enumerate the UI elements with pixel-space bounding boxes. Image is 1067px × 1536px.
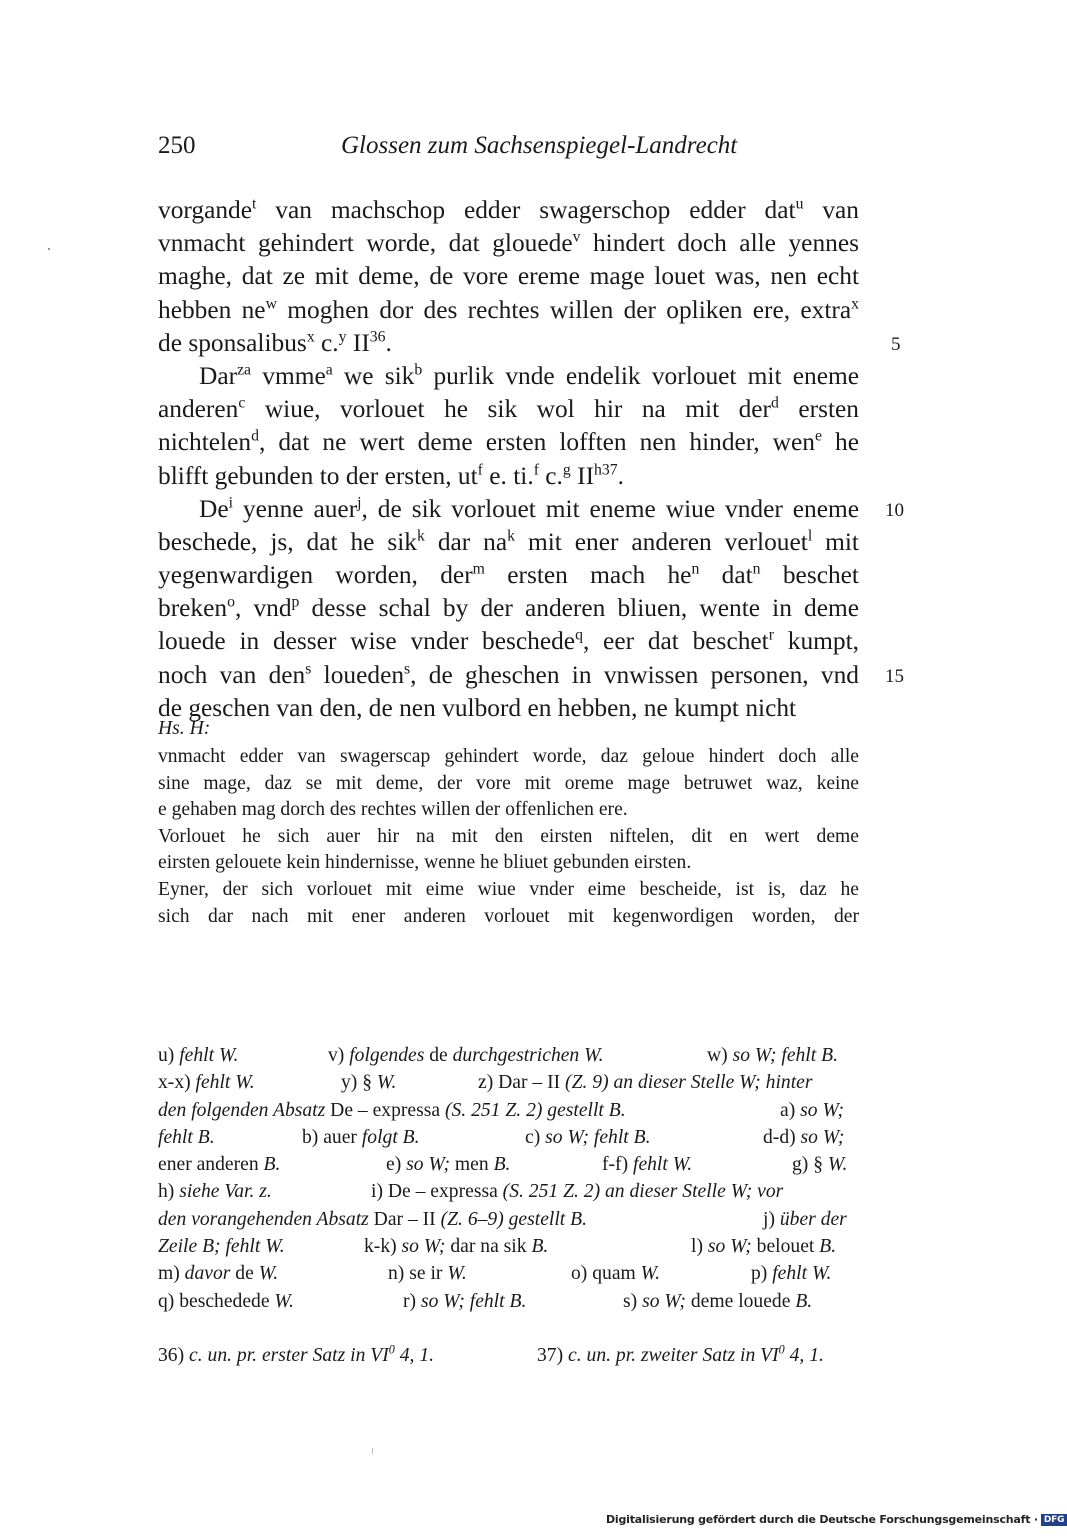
apparatus-line [158, 1069, 860, 1096]
text-line: noch van den$^s$ loueden$^s$, de gheschen in vnwissen personen, vnd [158, 660, 860, 689]
text-line: anderen$^c$ wiue, vorlouet he sik wol hir na mit der$^d$ ersten [158, 394, 860, 424]
text-line: hebben $ne^w$ moghen dor des rechtes willen der opliken ere, extra$^x$ [158, 295, 859, 324]
manuscript-line: Eyner, der sich vorlouet mit eime wiue vnder eime bescheide, ist is, daz he [158, 878, 859, 900]
text-line: de geschen van den, de nen vulbord en hebben, ne kumpt nicht [158, 693, 797, 722]
apparatus-note: p) fehlt W. [751, 1263, 832, 1285]
apparatus-note: e) so W; men B. [386, 1154, 511, 1176]
text-line: yegenwardigen worden, der$^m$ ersten mach $he^n$ dat$^n$ beschet [158, 560, 859, 590]
text-line: Dar$^{za}$ vmme$^a$ we sik$^b$ purlik vnde endelik vorlouet mit eneme [199, 361, 859, 390]
apparatus-note: x-x) fehlt W. [158, 1072, 255, 1094]
scan-speck [372, 1448, 373, 1454]
apparatus-note: k-k) so W; dar na sik B. [364, 1236, 549, 1258]
manuscript-line: Vorlouet he sich auer hir na mit den eirsten niftelen, dit en wert deme [158, 825, 859, 847]
manuscript-line: vnmacht edder van swagerscap gehindert worde, daz geloue hindert doch alle [158, 746, 859, 767]
apparatus-note: a) so W; [780, 1099, 845, 1121]
apparatus-note: q) beschedede W. [158, 1290, 294, 1312]
apparatus-note: l) so W; belouet B. [691, 1236, 837, 1258]
apparatus-note: fehlt B. [158, 1126, 215, 1148]
apparatus-note: z) Dar – II (Z. 9) an dieser Stelle W; hinter [478, 1072, 813, 1094]
dfg-logo: DFG [1041, 1514, 1067, 1526]
manuscript-line: sine mage, daz se mit deme, der vore mit oreme mage betruwet waz, keine [158, 772, 859, 794]
digitization-credit [606, 1513, 1067, 1526]
text-line: De$^i$ yenne auer$^j$, de sik vorlouet mit eneme wiue vnder eneme [199, 494, 860, 523]
margin-line-number: 10 [885, 499, 904, 521]
text-line: de sponsalibus$^x$ c.$^y$ II$^{36}$. [158, 328, 392, 357]
apparatus-note: b) auer folgt B. [302, 1126, 420, 1148]
apparatus-line [158, 1097, 860, 1124]
page-header [158, 132, 858, 166]
apparatus-note: n) se ir W. [388, 1263, 467, 1285]
text-line: nichtelen$^d$, dat ne wert deme ersten lofften nen hinder, wen$^e$ he [158, 427, 859, 457]
manuscript-line: sich dar nach mit ener anderen vorlouet mit kegenwordigen worden, der [158, 905, 859, 927]
apparatus-note: v) folgendes de durchgestrichen W. [328, 1045, 604, 1066]
credit-text: Digitalisierung gefördert durch die Deutsche Forschungsgemeinschaft · [606, 1513, 1038, 1526]
apparatus-note: s) so W; deme louede B. [623, 1290, 813, 1312]
apparatus-note: den folgenden Absatz De – expressa (S. 251 Z. 2) gestellt B. [158, 1099, 626, 1121]
apparatus-line [158, 1042, 860, 1069]
reference-note: 37) c. un. pr. zweiter Satz in $VI^0$ 4, 1. [537, 1342, 824, 1366]
apparatus-note: u) fehlt W. [158, 1045, 239, 1066]
text-line: beschede, js, dat he sik$^k$ dar $na^k$ mit ener anderen verlouet$^l$ mit [158, 527, 859, 556]
manuscript-line: e gehaben mag dorch des rechtes willen der offenlichen ere. [158, 799, 628, 821]
manuscript-label: Hs. H: [158, 718, 211, 739]
scan-speck [48, 248, 50, 250]
apparatus-note: den vorangehenden Absatz Dar – II (Z. 6–9) gestellt B. [158, 1208, 587, 1230]
margin-line-number: 15 [885, 665, 904, 687]
text-line: louede in desser wise vnder beschede$^q$, eer dat beschet$^r$ kumpt, [158, 626, 859, 656]
main-text [158, 194, 859, 725]
text-line: vorgande$^t$ van machschop edder swagerschop edder dat$^u$ van [158, 195, 859, 224]
reference-note: 36) c. un. pr. erster Satz in $VI^0$ 4, 1. [158, 1342, 435, 1366]
text-line: breken$^o$, vnd$^p$ desse schal by der anderen bliuen, wente in deme [158, 593, 859, 623]
manuscript-h-variant [158, 716, 859, 930]
apparatus-note: Zeile B; fehlt W. [158, 1236, 285, 1258]
page-number: 250 [158, 132, 196, 159]
text-line: maghe, dat ze mit deme, de vore ereme mage louet was, nen echt [158, 262, 859, 291]
apparatus-line [158, 1151, 860, 1178]
apparatus-note: j) über der [763, 1208, 847, 1230]
apparatus-note: h) siehe Var. z. [158, 1181, 272, 1203]
critical-apparatus [158, 1042, 860, 1315]
apparatus-line [158, 1124, 860, 1151]
apparatus-line [158, 1206, 860, 1233]
apparatus-line [158, 1288, 860, 1315]
margin-line-number: 5 [891, 333, 901, 355]
apparatus-note: d-d) so W; [763, 1126, 845, 1148]
apparatus-line [158, 1233, 860, 1260]
apparatus-line [158, 1260, 860, 1287]
apparatus-note: r) so W; fehlt B. [403, 1290, 527, 1312]
apparatus-line [158, 1178, 860, 1205]
text-line: vnmacht gehindert worde, dat glouede$^v$ hindert doch alle yennes [158, 228, 859, 258]
manuscript-line: eirsten gelouete kein hindernisse, wenne he bliuet gebunden eirsten. [158, 852, 692, 874]
apparatus-note: i) De – expressa (S. 251 Z. 2) an dieser Stelle W; vor [371, 1181, 784, 1203]
text-line: blifft gebunden to der ersten, $ut^f$ e. ti.$^f$ c.$^g$ $II^{h37}$. [158, 461, 625, 490]
apparatus-note: o) quam W. [571, 1263, 661, 1285]
manuscript-text [158, 744, 859, 930]
apparatus-note: m) davor de W. [158, 1263, 279, 1285]
apparatus-note: c) so W; fehlt B. [525, 1126, 651, 1148]
apparatus-note: g) § W. [792, 1154, 848, 1176]
running-title: Glossen zum Sachsenspiegel-Landrecht [341, 132, 738, 159]
apparatus-note: w) so W; fehlt B. [707, 1045, 838, 1066]
apparatus-note: f-f) fehlt W. [602, 1154, 693, 1176]
apparatus-note: ener anderen B. [158, 1154, 281, 1176]
apparatus-note: y) § W. [341, 1072, 397, 1094]
